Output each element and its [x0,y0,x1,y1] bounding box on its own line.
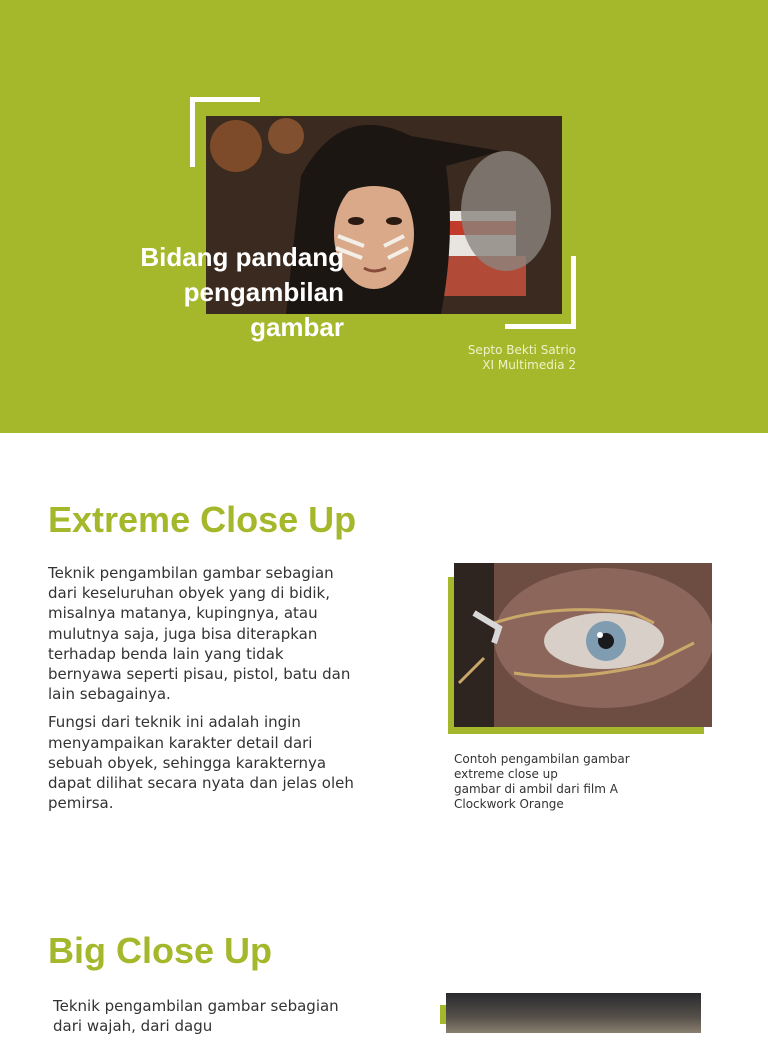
cover-banner [0,0,768,433]
body-paragraph: Teknik pengambilan gambar sebagian dari keseluruhan obyek yang di bidik, misalnya matanya, kupingnya, atau mulutnya saja, juga bisa diterapkan terhadap benda lain yang tidak bernyawa seperti pisau, pistol, batu dan lain sebagainya. [48,564,351,704]
corner-bracket-top-left [190,97,260,167]
section-body-big-close-up [53,996,363,1044]
photo-caption [454,752,694,812]
extreme-close-up-photo [454,563,712,727]
cover-title-line: Bidang pandang [140,242,344,272]
big-close-up-photo [446,993,701,1033]
caption-line: Contoh pengambilan gambar [454,752,630,766]
caption-line: extreme close up [454,767,558,781]
caption-line: gambar di ambil dari film A [454,782,618,796]
eye-photo-illustration [454,563,712,727]
section-title-big-close-up: Big Close Up [48,930,273,971]
body-paragraph: Teknik pengambilan gambar sebagian dari wajah, dari dagu [53,997,339,1036]
section-body-extreme-close-up [48,563,358,821]
caption-line: Clockwork Orange [454,797,564,811]
author-name: Septo Bekti Satrio [467,343,576,357]
cover-title [100,240,344,345]
body-paragraph: Fungsi dari teknik ini adalah ingin menyampaikan karakter detail dari sebuah obyek, sehingga karakternya dapat dilihat secara nyata dan jelas oleh pemirsa. [48,713,354,813]
cover-title-line: gambar [250,312,344,342]
corner-bracket-bottom-right [505,256,576,329]
section-title-extreme-close-up: Extreme Close Up [48,499,357,540]
cover-title-line: pengambilan [183,277,344,307]
author-class: XI Multimedia 2 [482,358,576,372]
author-block [380,343,576,373]
